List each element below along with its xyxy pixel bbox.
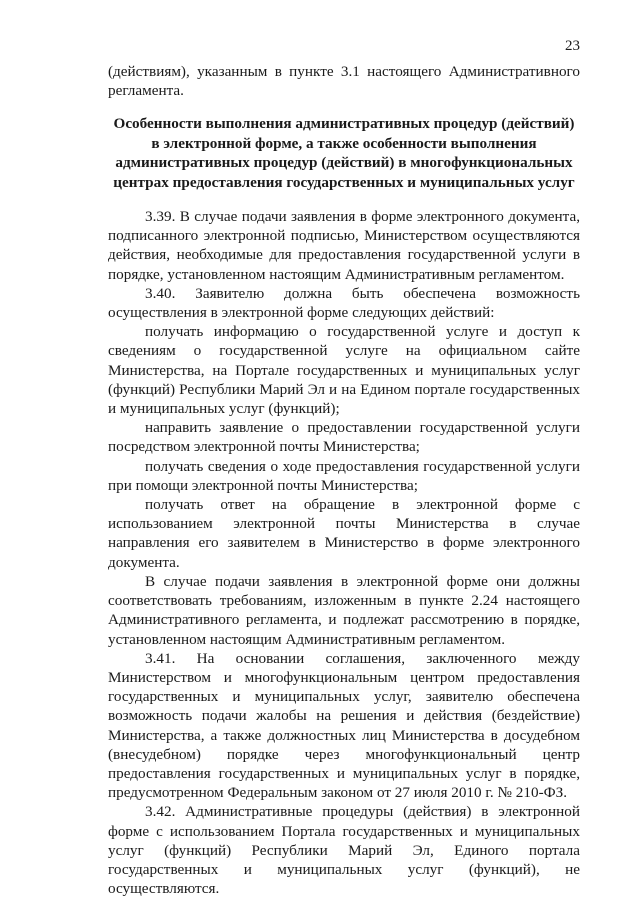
list-item-get-info: получать информацию о государственной услуге и доступ к сведениям о государственной услуге на официальном сайте Министерства, на Портале государственных и муниципальных услуг (функций) Республики Марий Эл и на Едином портале государственных и муниципальных услуг (функций); [108,323,580,418]
heading-line: центрах предоставления государственных и муниципальных услуг [113,173,575,191]
intro-paragraph: (действиям), указанным в пункте 3.1 настоящего Административного регламента. [108,63,580,100]
section-heading [108,114,580,192]
paragraph-electronic-application: В случае подачи заявления в электронной форме они должны соответствовать требованиям, изложенным в пункте 2.24 настоящего Административного регламента, и подлежат рассмотрению в порядке, установленном настоящим Административным регламентом. [108,572,580,648]
heading-line: в электронной форме, а также особенности выполнения [151,134,537,152]
list-item-get-answer: получать ответ на обращение в электронной форме с использованием электронной почты Министерства в случае направления его заявителем в Министерство в форме электронного документа. [108,496,580,571]
paragraph-3-39: 3.39. В случае подачи заявления в форме электронного документа, подписанного электронной подписью, Министерством осуществляются действия, необходимые для предоставления государственной услуги в порядке, установленном настоящим Административным регламентом. [108,208,580,283]
list-item-get-status: получать сведения о ходе предоставления государственной услуги при помощи электронной почты Министерства; [108,457,580,494]
document-body [108,62,580,898]
paragraph-3-40: 3.40. Заявителю должна быть обеспечена возможность осуществления в электронной форме следующих действий: [108,284,580,322]
heading-line: Особенности выполнения административных процедур (действий) [113,115,575,133]
list-item-send-application: направить заявление о предоставлении государственной услуги посредством электронной почты Министерства; [108,419,580,456]
page-number: 23 [565,38,580,54]
heading-line: административных процедур (действий) в многофункциональных [115,154,573,172]
paragraph-3-42: 3.42. Административные процедуры (действия) в электронной форме с использованием Портала государственных и муниципальных услуг (функций) Республики Марий Эл, Единого портала государственных и муниципальных услуг (функций), не осуществляются. [108,803,580,898]
paragraph-3-41: 3.41. На основании соглашения, заключенного между Министерством и многофункциональным центром предоставления государственных и муниципальных услуг, заявителю обеспечена возможность подачи жалобы на решения и действия (бездействие) Министерства, а также должностных лиц Министерства в досудебном (внесудебном) порядке через многофункциональный центр предоставления государственных и муниципальных услуг в порядке, предусмотренном Федеральным законом от 27 июля 2010 г. № 210-ФЗ. [108,649,580,802]
